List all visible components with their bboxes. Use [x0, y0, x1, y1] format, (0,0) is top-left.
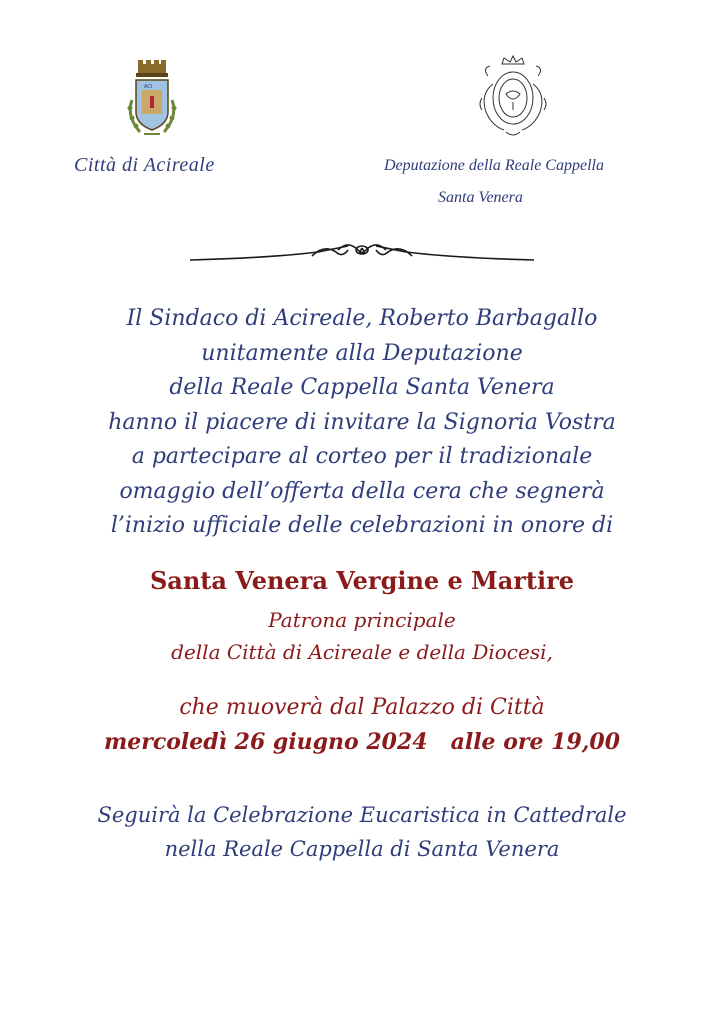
closing-text [0, 798, 724, 866]
closing-line: nella Reale Cappella di Santa Venera [164, 837, 560, 861]
patron-subtitle: Patrona principale [268, 608, 456, 632]
invitation-line: l’inizio ufficiale delle celebrazioni in onore di [110, 513, 614, 538]
city-caption: Città di Acireale [74, 154, 215, 176]
acireale-coat-of-arms-icon [120, 60, 184, 142]
invitation-text [0, 302, 724, 544]
svg-text:ACI: ACI [144, 84, 153, 90]
invitation-line: della Reale Cappella Santa Venera [169, 375, 555, 400]
ornamental-divider [188, 236, 536, 268]
invitation-line: omaggio dell’offerta della cera che segnerà [119, 478, 605, 504]
invitation-line: a partecipare al corteo per il tradizionale [131, 444, 593, 469]
deputation-caption: Deputazione della Reale Cappella [384, 157, 604, 174]
reale-cappella-crest-icon [476, 54, 550, 140]
invitation-line: hanno il piacere di invitare la Signoria Vostra [108, 409, 616, 435]
invitation-line: Il Sindaco di Acireale, Roberto Barbagallo [126, 306, 598, 331]
event-date-time: mercoledì 26 giugno 2024 alle ore 19,00 [103, 729, 621, 755]
deputation-caption-subtitle: Santa Venera [438, 189, 523, 206]
departure-text: che muoverà dal Palazzo di Città [179, 695, 545, 720]
invitation-line: unitamente alla Deputazione [201, 340, 523, 366]
patron-subtitle-city: della Città di Acireale e della Diocesi, [171, 640, 553, 664]
closing-line: Seguirà la Celebrazione Eucaristica in Cattedrale [97, 803, 627, 827]
saint-title: Santa Venera Vergine e Martire [149, 566, 575, 595]
